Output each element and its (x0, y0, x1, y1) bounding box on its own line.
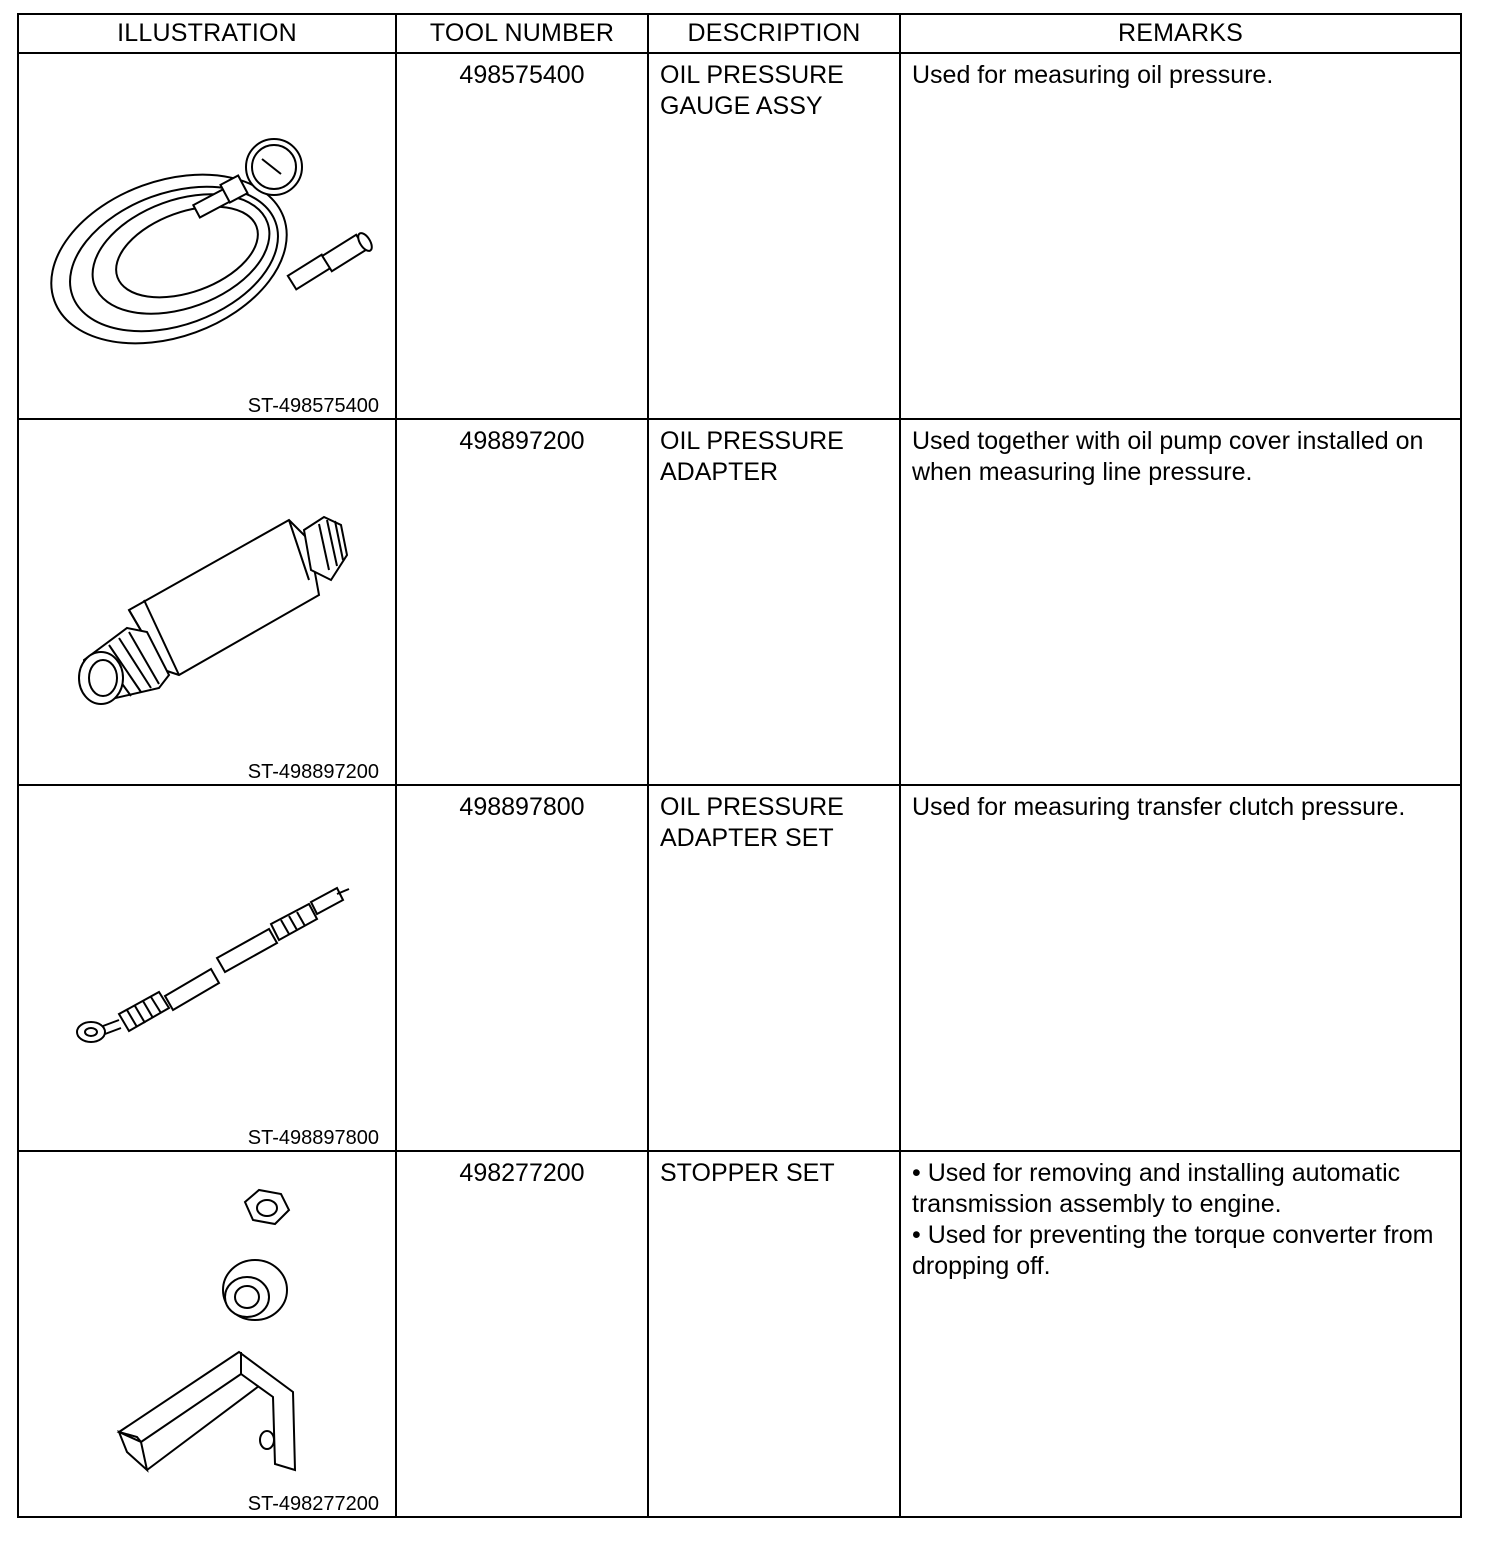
description-line: ADAPTER SET (660, 824, 834, 852)
description-line: OIL PRESSURE (660, 61, 844, 89)
illustration-code: ST-498897800 (247, 1127, 379, 1149)
description-line: OIL PRESSURE (660, 427, 844, 455)
header-tool-number: TOOL NUMBER (396, 14, 648, 53)
adapter-set-icon (19, 786, 397, 1150)
tool-number: 498277200 (459, 1159, 585, 1187)
illustration-cell (18, 1151, 396, 1517)
remark-text: Used for measuring oil pressure. (912, 61, 1274, 89)
oil-pressure-adapter-icon (19, 420, 397, 784)
special-tools-table (17, 13, 1462, 1518)
illustration-cell (18, 53, 396, 419)
description-cell (648, 53, 900, 419)
tool-number: 498897800 (459, 793, 585, 821)
header-row (18, 14, 1461, 53)
description-line: OIL PRESSURE (660, 793, 844, 821)
header-remarks: REMARKS (900, 14, 1461, 53)
stopper-set-icon (19, 1152, 397, 1516)
remark-text: Used together with oil pump cover installed on when measuring line pressure. (912, 427, 1424, 486)
remark-text: Used for measuring transfer clutch pressure. (912, 793, 1406, 821)
remarks-cell (900, 53, 1461, 419)
remarks-cell (900, 419, 1461, 785)
illustration-cell (18, 419, 396, 785)
oil-pressure-gauge-icon (19, 54, 397, 418)
description-cell (648, 785, 900, 1151)
remarks-cell (900, 785, 1461, 1151)
tool-number: 498575400 (459, 61, 585, 89)
header-illustration: ILLUSTRATION (18, 14, 396, 53)
remarks-cell (900, 1151, 1461, 1517)
tool-number: 498897200 (459, 427, 585, 455)
remark-text: • Used for removing and installing automatic transmission assembly to engine. (912, 1159, 1401, 1218)
description-cell (648, 1151, 900, 1517)
remark-text: • Used for preventing the torque converter from dropping off. (912, 1221, 1434, 1280)
table-row (18, 785, 1461, 1151)
illustration-code: ST-498897200 (247, 761, 379, 783)
table-row (18, 53, 1461, 419)
table-row (18, 419, 1461, 785)
description-cell (648, 419, 900, 785)
illustration-code: ST-498277200 (247, 1493, 379, 1515)
table-row (18, 1151, 1461, 1517)
tool-number-cell (396, 419, 648, 785)
illustration-cell (18, 785, 396, 1151)
tool-number-cell (396, 1151, 648, 1517)
description-line: GAUGE ASSY (660, 92, 823, 120)
description-line: ADAPTER (660, 458, 779, 486)
header-description: DESCRIPTION (648, 14, 900, 53)
description-line: STOPPER SET (660, 1159, 835, 1187)
illustration-code: ST-498575400 (247, 395, 379, 417)
tool-number-cell (396, 53, 648, 419)
tool-number-cell (396, 785, 648, 1151)
